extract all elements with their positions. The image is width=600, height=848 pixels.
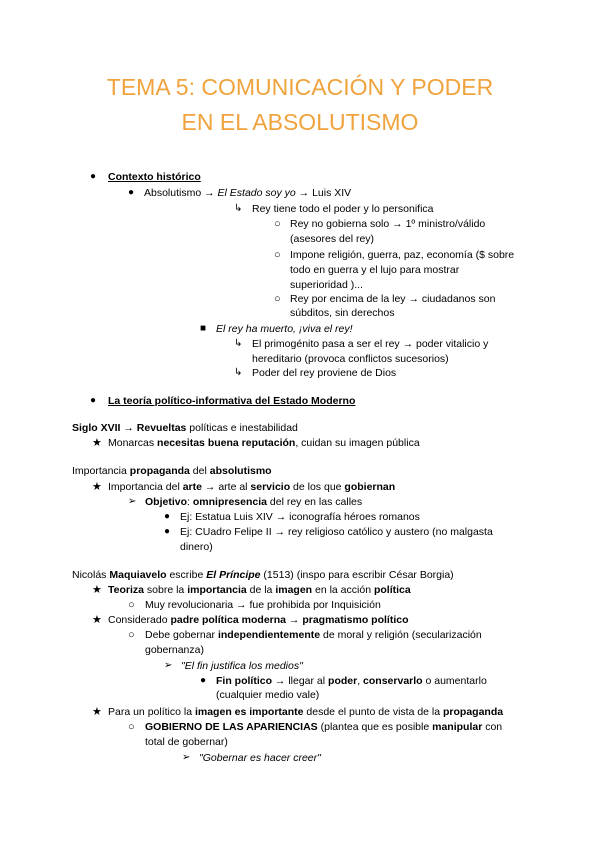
- fin-politico-line-2: (cualquier medio vale): [216, 689, 320, 701]
- circle-marker: ○: [128, 629, 135, 641]
- page-title-line-1: TEMA 5: COMUNICACIÓN Y PODER: [106, 74, 494, 100]
- debe-gobernar-line-1: Debe gobernar independientemente de moral y religión (secularización: [145, 629, 482, 641]
- siglo-xvii-line: Siglo XVII → Revueltas políticas e inestabilidad: [72, 422, 298, 434]
- maquiavelo-line: Nicolás Maquiavelo escribe El Príncipe (1513) (inspo para escribir César Borgia): [72, 569, 454, 581]
- square-marker: ■: [200, 323, 207, 334]
- primogenito-line-1: El primogénito pasa a ser el rey → poder vitalicio y: [252, 338, 489, 350]
- impone-line-1: Impone religión, guerra, paz, economía ($ sobre: [290, 249, 515, 261]
- bullet-marker: ●: [128, 187, 135, 198]
- impone-line-2: todo en guerra y el lujo para mostrar: [290, 264, 460, 276]
- ejemplo-cuadro-line-1: Ej: CUadro Felipe II → rey religioso católico y austero (no malgasta: [180, 526, 493, 538]
- gobierno-apariencias-line-1: GOBIERNO DE LAS APARIENCIAS (plantea que es posible manipular con: [145, 721, 503, 733]
- rey-ha-muerto-line: El rey ha muerto, ¡viva el rey!: [216, 323, 353, 335]
- monarcas-line: Monarcas necesitas buena reputación, cuidan su imagen pública: [108, 437, 420, 449]
- rey-no-gobierna-line-1: Rey no gobierna solo → 1º ministro/válido: [290, 218, 486, 230]
- arrowhead-marker: ➢: [182, 752, 191, 763]
- circle-marker: ○: [274, 218, 281, 230]
- padre-politica-line: Considerado padre política moderna → pragmatismo político: [108, 614, 409, 626]
- ejemplo-estatua-line: Ej: Estatua Luis XIV → iconografía héroes romanos: [180, 511, 420, 523]
- section-heading-teoria: La teoría político-informativa del Estado Moderno: [108, 395, 356, 407]
- page-title-line-2: EN EL ABSOLUTISMO: [181, 109, 419, 135]
- circle-marker: ○: [128, 599, 135, 611]
- poder-dios-line: Poder del rey proviene de Dios: [252, 367, 397, 379]
- return-arrow-icon: ↳: [234, 367, 243, 378]
- arrowhead-marker: ➢: [128, 496, 137, 507]
- bullet-marker: ●: [90, 395, 97, 406]
- objetivo-line: Objetivo: omnipresencia del rey en las calles: [145, 496, 363, 508]
- gobierno-apariencias-line-2: total de gobernar): [145, 736, 228, 748]
- teoriza-line: Teoriza sobre la importancia de la imagen en la acción política: [108, 584, 411, 596]
- rey-tiene-line: Rey tiene todo el poder y lo personifica: [252, 203, 434, 215]
- para-politico-line: Para un político la imagen es importante desde el punto de vista de la propaganda: [108, 706, 504, 718]
- importancia-arte-line: Importancia del arte → arte al servicio de los que gobiernan: [108, 481, 396, 493]
- bullet-marker: ●: [164, 526, 171, 537]
- circle-marker: ○: [128, 721, 135, 733]
- impone-line-3: superioridad )...: [290, 279, 363, 291]
- encima-ley-line-2: súbditos, sin derechos: [290, 307, 395, 319]
- gobernar-creer-line: "Gobernar es hacer creer": [199, 752, 321, 764]
- return-arrow-icon: ↳: [234, 203, 243, 214]
- revolucionaria-line: Muy revolucionaria → fue prohibida por Inquisición: [145, 599, 381, 611]
- absolutismo-line: Absolutismo → El Estado soy yo → Luis XIV: [144, 187, 352, 199]
- bullet-marker: ●: [164, 511, 171, 522]
- fin-politico-line-1: Fin político → llegar al poder, conservarlo o aumentarlo: [216, 675, 487, 687]
- importancia-propaganda-line: Importancia propaganda del absolutismo: [72, 465, 272, 477]
- return-arrow-icon: ↳: [234, 338, 243, 349]
- bullet-marker: ●: [90, 171, 97, 182]
- section-heading-contexto: Contexto histórico: [108, 171, 201, 183]
- encima-ley-line-1: Rey por encima de la ley → ciudadanos son: [290, 293, 496, 305]
- rey-no-gobierna-line-2: (asesores del rey): [290, 233, 375, 245]
- star-marker: ★: [92, 706, 102, 718]
- star-marker: ★: [92, 437, 102, 449]
- star-marker: ★: [92, 481, 102, 493]
- star-marker: ★: [92, 614, 102, 626]
- star-marker: ★: [92, 584, 102, 596]
- fin-justifica-line: "El fin justifica los medios": [181, 660, 303, 672]
- circle-marker: ○: [274, 249, 281, 261]
- debe-gobernar-line-2: gobernanza): [145, 644, 204, 656]
- bullet-marker: ●: [200, 675, 207, 686]
- arrowhead-marker: ➢: [164, 660, 173, 671]
- circle-marker: ○: [274, 293, 281, 305]
- ejemplo-cuadro-line-2: dinero): [180, 541, 213, 553]
- primogenito-line-2: hereditario (provoca conflictos sucesorios): [252, 353, 449, 365]
